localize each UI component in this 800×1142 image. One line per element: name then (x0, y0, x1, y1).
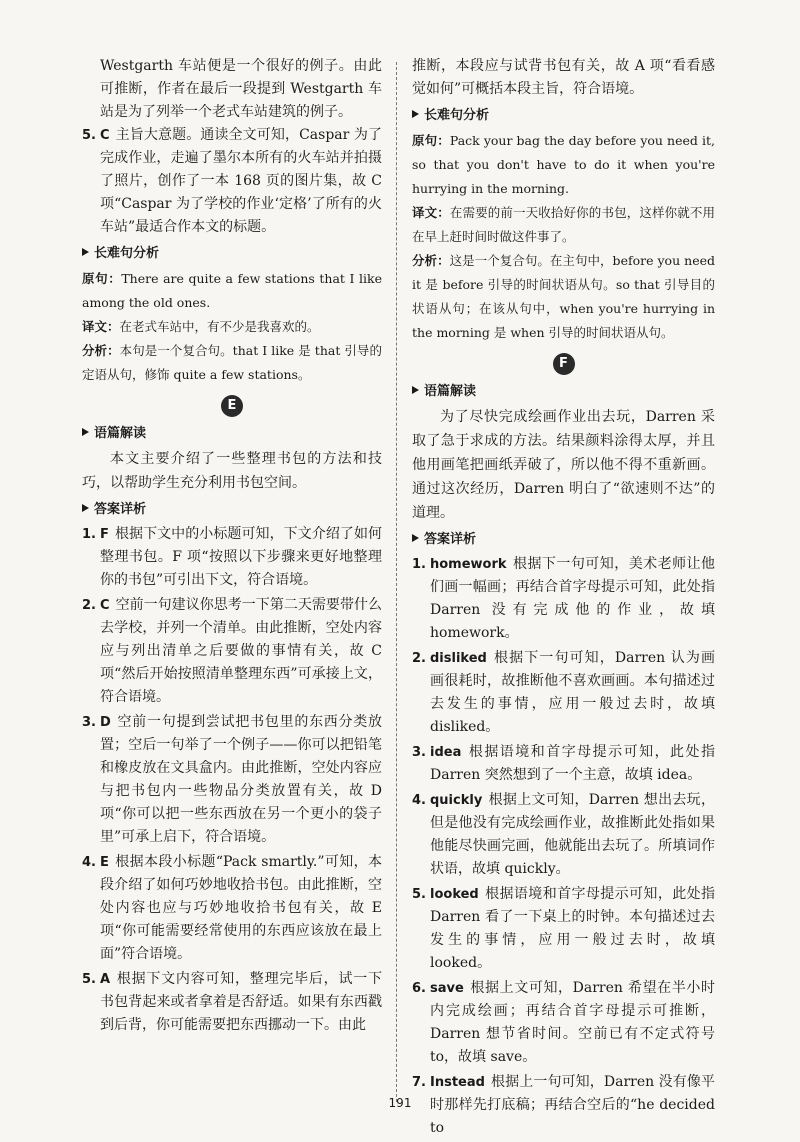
item-number: 5. (82, 128, 96, 143)
page-number: 191 (388, 1096, 412, 1110)
left-column (82, 55, 382, 1039)
item-number: 1. (82, 527, 96, 542)
item-text: 空前一句提到尝试把书包里的东西分类放置；空后一句举了一个例子——你可以把铅笔和橡皮放在文具盒内。由此推断，空处内容应与把书包内一些物品分类放置有关，故 D 项“你可以把一些东西放在另一个更小的袋子里”可承上启下，符合语境。 (100, 714, 382, 845)
answer-item (82, 523, 382, 592)
section-f-marker: F (553, 353, 575, 375)
right-answer-heading (412, 529, 715, 551)
item-text: 根据语境和首字母提示可知，此处指 Darren 突然想到了一个主意，故填 idea。 (430, 744, 715, 783)
heading-text: 长难句分析 (424, 108, 490, 123)
item-answer: C (100, 128, 110, 143)
item-number: 1. (412, 557, 426, 572)
item-answer: Instead (430, 1075, 485, 1090)
answer-item (412, 789, 715, 881)
label: 原句： (82, 271, 122, 286)
label: 译文： (412, 205, 450, 220)
heading-text: 答案详析 (424, 532, 477, 547)
triangle-bullet-icon (82, 428, 89, 436)
answer-item (412, 647, 715, 739)
analysis-text: 这是一个复合句。在主句中，before you need it 是 before 引导的时间状语从句。so that 引导目的状语从句；在该从句中，when you're hurrying in the morning 是 when 引导的时间状语从句。 (412, 253, 715, 340)
sentence-text: There are quite a few stations that I like among the old ones. (82, 271, 382, 310)
answer-item (82, 851, 382, 966)
item-answer: A (100, 972, 111, 987)
label: 分析： (82, 343, 120, 358)
section-e-marker: E (221, 395, 243, 417)
translation-text: 在老式车站中，有不少是我喜欢的。 (119, 319, 320, 334)
analysis-text: 本句是一个复合句。that I like 是 that 引导的定语从句，修饰 quite a few stations。 (82, 343, 382, 382)
right-top-paragraph: 推断，本段应与试背书包有关，故 A 项“看看感觉如何”可概括本段主旨，符合语境。 (412, 58, 715, 97)
left-translation (82, 315, 382, 339)
triangle-bullet-icon (412, 386, 419, 394)
item-number: 2. (82, 598, 96, 613)
right-reading-text: 为了尽快完成绘画作业出去玩，Darren 采取了急于求成的方法。结果颜料涂得太厚，并且他用画笔把画纸弄破了，所以他不得不重新画。通过这次经历，Darren 明白了“欲速则不达”的道理。 (412, 409, 715, 521)
answer-item (82, 968, 382, 1037)
answer-item (412, 741, 715, 787)
item-answer: F (100, 527, 109, 542)
right-long-sentence-heading (412, 105, 715, 127)
item-answer: D (100, 715, 111, 730)
right-original-sentence (412, 129, 715, 201)
item-number: 7. (412, 1075, 426, 1090)
item-text: 根据下文内容可知，整理完毕后，试一下书包背起来或者拿着是否舒适。如果有东西戳到后背，你可能需要把东西挪动一下。由此 (100, 971, 382, 1033)
answer-item (412, 883, 715, 975)
item-text: 空前一句建议你思考一下第二天需要带什么去学校，并列一个清单。由此推断，空处内容应与列出清单之后要做的事情有关，故 C 项“然后开始按照清单整理东西”可承接上文，符合语境。 (100, 597, 382, 705)
triangle-bullet-icon (82, 504, 89, 512)
item-text: 根据上文可知，Darren 想出去玩，但是他没有完成绘画作业，故推断此处指如果他能尽快画完画，他就能出去玩了。所填词作状语，故填 quickly。 (430, 792, 715, 877)
triangle-bullet-icon (412, 110, 419, 118)
left-item-5-summary (82, 124, 382, 239)
right-reading-heading (412, 381, 715, 403)
heading-text: 答案详析 (94, 502, 147, 517)
answer-item (82, 711, 382, 849)
answer-item (82, 594, 382, 709)
item-answer: disliked (430, 651, 487, 666)
item-text: 根据本段小标题“Pack smartly.”可知，本段介绍了如何巧妙地收拾书包。由此推断，空处内容也应与巧妙地收拾书包有关，故 E 项“你可能需要经常使用的东西应该放在最上面”符合语境。 (100, 854, 382, 962)
triangle-bullet-icon (82, 248, 89, 256)
left-reading-heading (82, 423, 382, 445)
item-text: 主旨大意题。通读全文可知，Caspar 为了完成作业，走遍了墨尔本所有的火车站并拍摄了照片，创作了一本 168 页的图片集，故 C 项“Caspar 为了学校的作业‘定格’了所有的火车站”最适合作本文的标题。 (100, 127, 382, 235)
right-analysis (412, 249, 715, 345)
item-answer: C (100, 598, 110, 613)
translation-text: 在需要的前一天收拾好你的书包，这样你就不用在早上赶时间时做这件事了。 (412, 205, 715, 244)
heading-text: 长难句分析 (94, 246, 160, 261)
left-original-sentence (82, 267, 382, 315)
item-number: 4. (82, 855, 96, 870)
left-analysis (82, 339, 382, 387)
item-text: 根据下文中的小标题可知，下文介绍了如何整理书包。F 项“按照以下步骤来更好地整理你的书包”可引出下文，符合语境。 (100, 526, 382, 588)
left-answer-heading (82, 499, 382, 521)
item-text: 根据下一句可知，美术老师让他们画一幅画；再结合首字母提示可知，此处指 Darren 没有完成他的作业，故填 homework。 (430, 556, 715, 641)
right-translation (412, 201, 715, 249)
left-long-sentence-heading (82, 243, 382, 265)
label: 译文： (82, 319, 120, 334)
left-reading-text: 本文主要介绍了一些整理书包的方法和技巧，以帮助学生充分利用书包空间。 (82, 451, 382, 491)
item-number: 6. (412, 981, 426, 996)
item-number: 3. (82, 715, 96, 730)
item-answer: looked (430, 887, 479, 902)
item-number: 5. (82, 972, 96, 987)
right-column (412, 55, 715, 1142)
item-number: 3. (412, 745, 426, 760)
label: 分析： (412, 253, 450, 268)
item-answer: E (100, 855, 109, 870)
column-divider (396, 62, 397, 1102)
item-answer: idea (430, 745, 462, 760)
heading-text: 语篇解读 (94, 426, 147, 441)
left-top-paragraph: Westgarth 车站便是一个很好的例子。由此可推断，作者在最后一段提到 Westgarth 车站是为了列举一个老式车站建筑的例子。 (100, 58, 382, 120)
triangle-bullet-icon (412, 534, 419, 542)
answer-item (412, 977, 715, 1069)
item-answer: quickly (430, 793, 483, 808)
answer-item (412, 553, 715, 645)
item-number: 5. (412, 887, 426, 902)
item-answer: homework (430, 557, 507, 572)
label: 原句： (412, 133, 450, 148)
sentence-text: Pack your bag the day before you need it, so that you don't have to do it when you're hurrying in the morning. (412, 133, 715, 196)
item-text: 根据下一句可知，Darren 认为画画很耗时，故推断他不喜欢画画。本句描述过去发生的事情，应用一般过去时，故填 disliked。 (430, 650, 715, 735)
item-answer: save (430, 981, 464, 996)
item-text: 根据上一句可知，Darren 没有像平时那样先打底稿；再结合空后的“he decided to (430, 1074, 715, 1136)
item-number: 4. (412, 793, 426, 808)
item-text: 根据语境和首字母提示可知，此处指 Darren 看了一下桌上的时钟。本句描述过去发生的事情，应用一般过去时，故填 looked。 (430, 886, 715, 971)
heading-text: 语篇解读 (424, 384, 477, 399)
item-text: 根据上文可知，Darren 希望在半小时内完成绘画；再结合首字母提示可推断，Darren 想节省时间。空前已有不定式符号 to，故填 save。 (430, 980, 715, 1065)
item-number: 2. (412, 651, 426, 666)
